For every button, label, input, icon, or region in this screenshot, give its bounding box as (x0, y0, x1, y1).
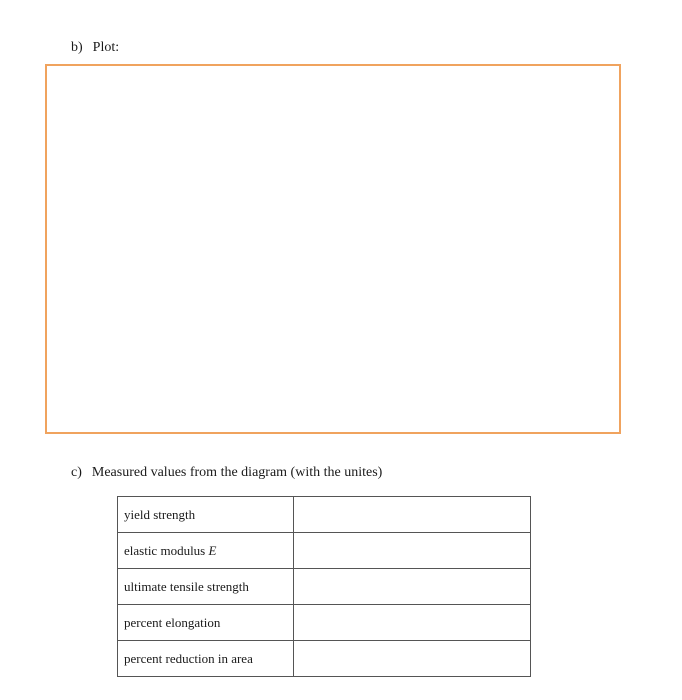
row-label-yield-strength (118, 497, 294, 533)
section-c-title: Measured values from the diagram (with the unites) (91, 465, 383, 480)
section-b-heading (71, 40, 119, 56)
table-row (118, 605, 531, 641)
plot-area[interactable] (45, 64, 621, 434)
row-label-text: ultimate tensile strength (124, 578, 249, 594)
value-cell-elastic-modulus[interactable] (294, 533, 531, 569)
row-label-symbol: E (208, 542, 217, 558)
value-cell-percent-reduction-in-area[interactable] (294, 641, 531, 677)
table-row (118, 533, 531, 569)
value-cell-ultimate-tensile-strength[interactable] (294, 569, 531, 605)
row-label-ultimate-tensile-strength (118, 569, 294, 605)
row-label-text: elastic modulus (124, 542, 209, 558)
row-label-text: percent elongation (124, 614, 221, 630)
row-label-text: yield strength (124, 506, 196, 522)
table-row (118, 497, 531, 533)
value-cell-percent-elongation[interactable] (294, 605, 531, 641)
table-row (118, 569, 531, 605)
section-b-marker: b) (71, 40, 83, 55)
section-c-marker: c) (71, 465, 82, 480)
row-label-text: percent reduction in area (124, 650, 253, 666)
row-label-elastic-modulus (118, 533, 294, 569)
row-label-percent-elongation (118, 605, 294, 641)
section-c-heading (71, 465, 382, 481)
table-row (118, 641, 531, 677)
value-cell-yield-strength[interactable] (294, 497, 531, 533)
measured-values-table (117, 496, 531, 677)
section-b-title: Plot: (92, 40, 120, 55)
row-label-percent-reduction-in-area (118, 641, 294, 677)
